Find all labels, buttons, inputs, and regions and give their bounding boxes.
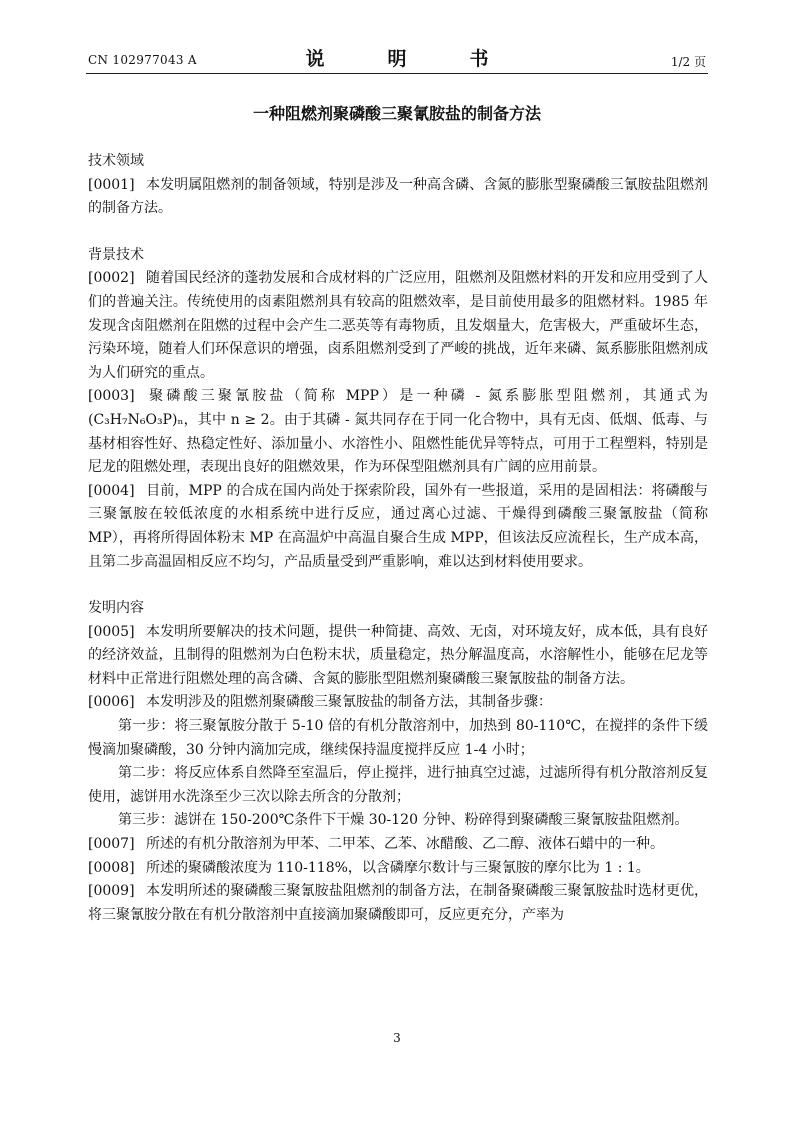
paragraph-text: 聚磷酸三聚氰胺盐（简称 MPP）是一种磷 - 氮系膨胀型阻燃剂，其通式为 (C₃H₇N₆O₃P)ₙ，其中 n ≥ 2。由于其磷 - 氮共同存在于同一化合物中，具有无卤、低烟、低毒、与基材相容性好、热稳定性好、添加量小、水溶性小、阻燃性能优异等特点，可用于工程塑料，特别是尼龙的阻燃处理，表现出良好的阻燃效果，作为环保型阻燃剂具有广阔的应用前景。 [88,388,708,476]
paragraph-text: 本发明所述的聚磷酸三聚氰胺盐阻燃剂的制备方法，在制备聚磷酸三聚氰胺盐时选材更优，将三聚氰胺分散在有机分散溶剂中直接滴加聚磷酸即可，反应更充分，产率为 [88,883,708,923]
paragraph-number: [0009] [88,883,135,900]
paragraph-0008 [88,857,708,881]
paragraph-0005 [88,621,708,692]
section-heading-invention-content: 发明内容 [88,600,144,617]
paragraph-number: [0008] [88,859,135,876]
header-divider [86,73,708,74]
paragraph-0003 [88,385,708,479]
page-indicator: 1/2 页 [670,55,706,69]
paragraph-text: 目前，MPP 的合成在国内尚处于探索阶段，国外有一些报道，采用的是固相法：将磷酸与三聚氰胺在较低浓度的水相系统中进行反应，通过离心过滤、干燥得到磷酸三聚氰胺盐（简称 MP），再将所得固体粉末 MP 在高温炉中高温自聚合生成 MPP，但该法反应流程长，生产成本高，且第二步高温固相反应不均匀，产品质量受到严重影响，难以达到材料使用要求。 [88,482,708,570]
paragraph-text: 本发明涉及的阻燃剂聚磷酸三聚氰胺盐的制备方法，其制备步骤： [146,694,552,711]
step-two: 第二步：将反应体系自然降至室温后，停止搅拌，进行抽真空过滤，过滤所得有机分散溶剂反复使用，滤饼用水洗涤至少三次以除去所含的分散剂； [88,765,708,805]
paragraph-number: [0006] [88,694,135,711]
paragraph-number: [0001] [88,176,135,193]
paragraph-number: [0004] [88,482,135,499]
paragraph-0007 [88,833,708,857]
document-type-heading: 说 明 书 [305,48,511,70]
paragraph-number: [0002] [88,270,135,287]
paragraph-text: 所述的聚磷酸浓度为 110-118%，以含磷摩尔数计与三聚氰胺的摩尔比为 1 : 1。 [146,859,650,876]
paragraph-0004 [88,480,708,574]
paragraph-number: [0003] [88,388,135,405]
section-heading-background: 背景技术 [88,246,144,263]
step-one: 第一步：将三聚氰胺分散于 5-10 倍的有机分散溶剂中，加热到 80-110℃，在搅拌的条件下缓慢滴加聚磷酸，30 分钟内滴加完成，继续保持温度搅拌反应 1-4 小时； [88,718,708,758]
paragraph-0001 [88,174,708,221]
paragraph-number: [0005] [88,623,135,640]
paragraph-number: [0007] [88,836,135,853]
paragraph-text: 随着国民经济的蓬勃发展和合成材料的广泛应用，阻燃剂及阻燃材料的开发和应用受到了人们的普遍关注。传统使用的卤素阻燃剂具有较高的阻燃效率，是目前使用最多的阻燃材料。1985 年发现含卤阻燃剂在阻燃的过程中会产生二恶英等有毒物质，且发烟量大，危害极大，严重破坏生态，污染环境，随着人们环保意识的增强，卤系阻燃剂受到了严峻的挑战，近年来磷、氮系膨胀阻燃剂成为人们研究的重点。 [88,270,708,381]
paragraph-0002 [88,267,708,385]
document-title: 一种阻燃剂聚磷酸三聚氰胺盐的制备方法 [252,104,541,123]
paragraph-0006 [88,691,708,715]
patent-number: CN 102977043 A [88,53,197,67]
paragraph-text: 本发明所要解决的技术问题，提供一种简捷、高效、无卤，对环境友好，成本低，具有良好的经济效益，且制得的阻燃剂为白色粉末状，质量稳定，热分解温度高，水溶解性小，能够在尼龙等材料中正常进行阻燃处理的高含磷、含氮的膨胀型阻燃剂聚磷酸三聚氰胺盐的制备方法。 [88,623,708,687]
paragraph-text: 所述的有机分散溶剂为甲苯、二甲苯、乙苯、冰醋酸、乙二醇、液体石蜡中的一种。 [146,836,664,853]
paragraph-0009 [88,880,708,927]
step-three: 第三步：滤饼在 150-200℃条件下干燥 30-120 分钟、粉碎得到聚磷酸三聚氰胺盐阻燃剂。 [118,812,689,829]
paragraph-text: 本发明属阻燃剂的制备领域，特别是涉及一种高含磷、含氮的膨胀型聚磷酸三氰胺盐阻燃剂的制备方法。 [88,176,708,217]
document-body [88,150,708,927]
page-number: 3 [393,1031,401,1045]
section-heading-technical-field: 技术领域 [88,153,144,169]
